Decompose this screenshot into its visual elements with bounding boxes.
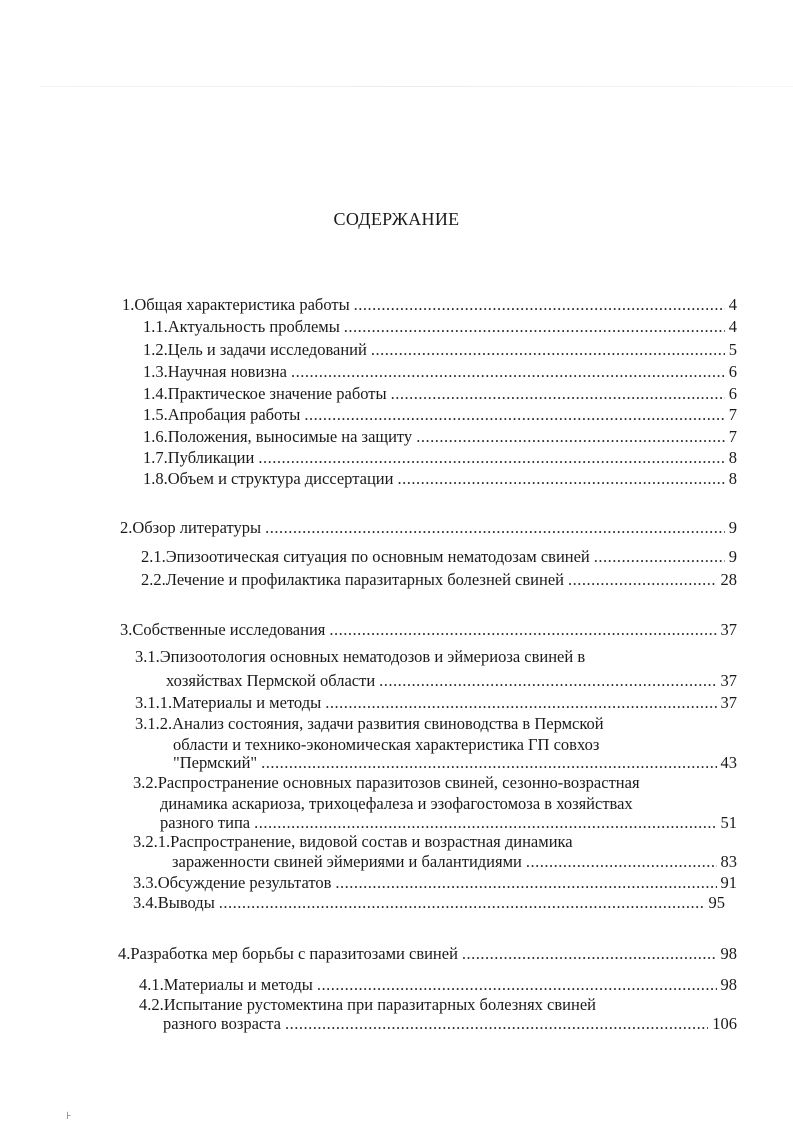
toc-item-3-1-1[interactable]: 3.1.1.Материалы и методы ..... 37 bbox=[135, 693, 737, 713]
scan-edge bbox=[40, 86, 793, 87]
toc-item-3-2[interactable]: разного типа ..... 51 bbox=[160, 813, 737, 833]
toc-item-4-2-line1: 4.2.Испытание рустомектина при паразитарных болезнях свиней bbox=[139, 995, 596, 1014]
toc-item-1-2[interactable]: 1.2.Цель и задачи исследований ..... 5 bbox=[143, 340, 737, 360]
toc-item-3-2-1[interactable]: зараженности свиней эймериями и балантидиями ..... 83 bbox=[172, 852, 737, 872]
toc-item-3-1[interactable]: хозяйствах Пермской области ..... 37 bbox=[166, 671, 737, 691]
toc-section-1[interactable]: 1.Общая характеристика работы ..... 4 bbox=[122, 295, 737, 315]
toc-item-3-1-2-line2: области и технико-экономическая характеристика ГП совхоз bbox=[173, 735, 600, 754]
toc-section-3[interactable]: 3.Собственные исследования ..... 37 bbox=[120, 620, 737, 640]
corner-scan-mark: ⊦ bbox=[66, 1111, 72, 1122]
toc-section-4[interactable]: 4.Разработка мер борьбы с паразитозами свиней ..... 98 bbox=[118, 944, 737, 964]
toc-item-2-1[interactable]: 2.1.Эпизоотическая ситуация по основным нематодозам свиней ..... 9 bbox=[141, 547, 737, 567]
toc-item-3-1-line1: 3.1.Эпизоотология основных нематодозов и эймериоза свиней в bbox=[135, 647, 586, 666]
toc-item-1-1[interactable]: 1.1.Актуальность проблемы ..... 4 bbox=[143, 317, 737, 337]
toc-item-3-2-line1: 3.2.Распространение основных паразитозов свиней, сезонно-возрастная bbox=[133, 773, 640, 792]
toc-item-3-1-2-line1: 3.1.2.Анализ состояния, задачи развития свиноводства в Пермской bbox=[135, 714, 604, 733]
toc-section-2[interactable]: 2.Обзор литературы ..... 9 bbox=[120, 518, 737, 538]
toc-item-1-7[interactable]: 1.7.Публикации ..... 8 bbox=[143, 448, 737, 468]
toc-item-1-5[interactable]: 1.5.Апробация работы ..... 7 bbox=[143, 405, 737, 425]
toc-item-2-2[interactable]: 2.2.Лечение и профилактика паразитарных болезней свиней ..... 28 bbox=[141, 570, 737, 590]
toc-item-4-2[interactable]: разного возраста ..... 106 bbox=[163, 1014, 737, 1034]
toc-item-1-4[interactable]: 1.4.Практическое значение работы ..... 6 bbox=[143, 384, 737, 404]
toc-item-1-6[interactable]: 1.6.Положения, выносимые на защиту ..... 7 bbox=[143, 427, 737, 447]
toc-item-3-3[interactable]: 3.3.Обсуждение результатов ..... 91 bbox=[133, 873, 737, 893]
toc-item-3-4[interactable]: 3.4.Выводы ..... 95 bbox=[133, 893, 725, 913]
toc-item-1-8[interactable]: 1.8.Объем и структура диссертации ..... 8 bbox=[143, 469, 737, 489]
toc-item-3-2-1-line1: 3.2.1.Распространение, видовой состав и возрастная динамика bbox=[133, 832, 573, 851]
toc-item-3-1-2[interactable]: "Пермский" ..... 43 bbox=[173, 753, 737, 773]
toc-item-1-3[interactable]: 1.3.Научная новизна ..... 6 bbox=[143, 362, 737, 382]
toc-item-3-2-line2: динамика аскариоза, трихоцефалеза и эзофагостомоза в хозяйствах bbox=[160, 794, 633, 813]
page-title: СОДЕРЖАНИЕ bbox=[333, 209, 460, 229]
toc-item-4-1[interactable]: 4.1.Материалы и методы ..... 98 bbox=[139, 975, 737, 995]
